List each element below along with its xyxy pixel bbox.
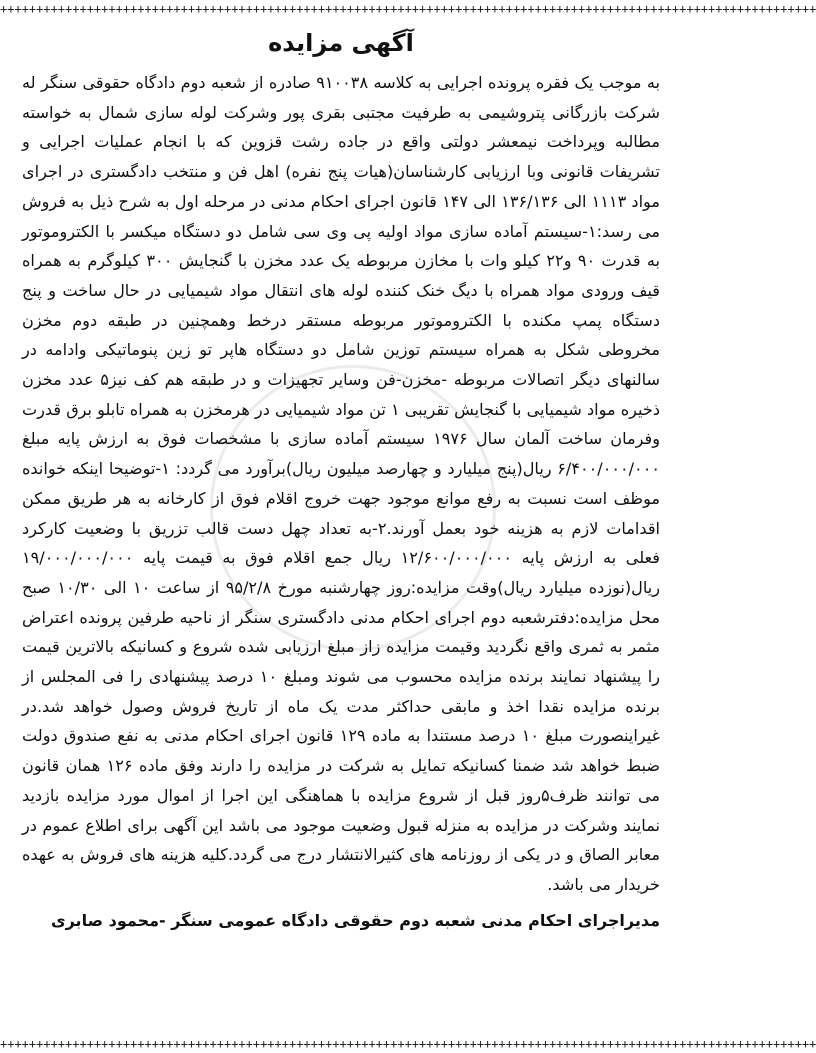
auction-notice — [22, 26, 660, 1031]
notice-body: به موجب یک فقره پرونده اجرایی به کلاسه ۹۱۰۰۳۸ صادره از شعبه دوم دادگاه حقوقی سنگر له شرکت بازرگانی پتروشیمی به طرفیت مجتبی بقری پور وشرکت لوله سازی شمال به خواسته مطالبه وپرداخت نیمعشر دولتی واقع در جاده رشت قزوین که با انجام عملیات اجرایی و تشریفات قانونی وبا ارزیابی کارشناسان(هیات پنج نفره) اهل فن و منتخب دادگستری در اجرای مواد ۱۱۱۳ الی ۱۳۶/۱۳۶ الی ۱۴۷ قانون اجرای احکام مدنی در مرحله اول به شرح ذیل به فروش می رسد:۱-سیستم آماده سازی مواد اولیه پی وی سی شامل دو دستگاه میکسر با الکتروموتور به قدرت ۹۰ و۲۲ کیلو وات با مخازن مربوطه یک عدد مخزن با گنجایش ۳۰۰ کیلوگرم به همراه قیف ورودی مواد همراه با دیگ خنک کننده لوله های انتقال مواد شیمیایی در حال ساخت و پنج دستگاه پمپ مکنده با الکتروموتور مربوطه مستقر درخط وهمچنین در طبقه دوم مخزن مخروطی شکل به همراه سیستم توزین شامل دو دستگاه هاپر تو زین پنوماتیکی وادامه در سالنهای دیگر اتصالات مربوطه -مخزن-فن وسایر تجهیزات و در طبقه هم کف نیز۵ عدد مخزن ذخیره مواد شیمیایی با گنجایش تقریبی ۱ تن مواد شیمیایی در هرمخزن به همراه تابلو برق قدرت وفرمان ساخت آلمان سال ۱۹۷۶ سیستم آماده سازی با مشخصات فوق به ارزش پایه مبلغ ۶/۴۰۰/۰۰۰/۰۰۰ ریال(پنج میلیارد و چهارصد میلیون ریال)برآورد می گردد: ۱-توضیحا اینکه خوانده موظف است نسبت به رفع موانع موجود جهت خروج اقلام فوق از کارخانه به هر طریق ممکن اقدامات لازم به هزینه خود بعمل آورند.۲-به تعداد چهل دست قالب تزریق با وضعیت کارکرد فعلی به ارزش پایه ۱۲/۶۰۰/۰۰۰/۰۰۰ ریال جمع اقلام فوق به قیمت پایه ۱۹/۰۰۰/۰۰۰/۰۰۰ ریال(نوزده میلیارد ریال)وقت مزایده:روز چهارشنبه مورخ ۹۵/۲/۸ از ساعت ۱۰ الی ۱۰/۳۰ صبح محل مزایده:دفترشعبه دوم اجرای احکام مدنی دادگستری سنگر از ناحیه طرفین پرونده اعتراض مثمر به ثمری واقع نگردید وقیمت مزایده زاز مبلغ ارزیابی شده شروع و کسانیکه بالاترین قیمت را پیشنهاد نمایند برنده مزایده محسوب می شوند ومبلغ ۱۰ درصد پیشنهادی را فی المجلس از برنده مزایده نقدا اخذ و مابقی حداکثر مدت یک ماه از تاریخ فروش وصول خواهد شد.در غیراینصورت مبلغ ۱۰ درصد مستندا به ماده ۱۲۹ قانون اجرای احکام مدنی به نفع صندوق دولت ضبط خواهد شد ضمنا کسانیکه تمایل به شرکت در مزایده را دارند وفق ماده ۱۲۶ همان قانون می توانند ظرف۵روز قبل از شروع مزایده با هماهنگی این اجرا از اموال مورد مزایده بازدید نمایند وشرکت در مزایده به منزله قبول وضعیت موجود می باشد این آگهی برای اطلاع عموم در معابر الصاق و در یکی از روزنامه های کثیرالانتشار درج می گردد.کلیه هزینه های فروش به عهده خریدار می باشد. — [22, 73, 661, 894]
top-border-decoration: +++++++++++++++++++++++++++++++++++++++++++++++++++++++++++++++++++++++++++++++++++++++++++++++++++++++++++++++++ — [0, 2, 816, 16]
notice-signature: مدیراجرای احکام مدنی شعبه دوم حقوقی دادگاه عمومی سنگر -محمود صابری — [50, 910, 660, 930]
notice-title: آگهی مزایده — [268, 29, 414, 57]
bottom-border-decoration: +++++++++++++++++++++++++++++++++++++++++++++++++++++++++++++++++++++++++++++++++++++++++++++++++++++++++++++++++ — [0, 1037, 816, 1051]
